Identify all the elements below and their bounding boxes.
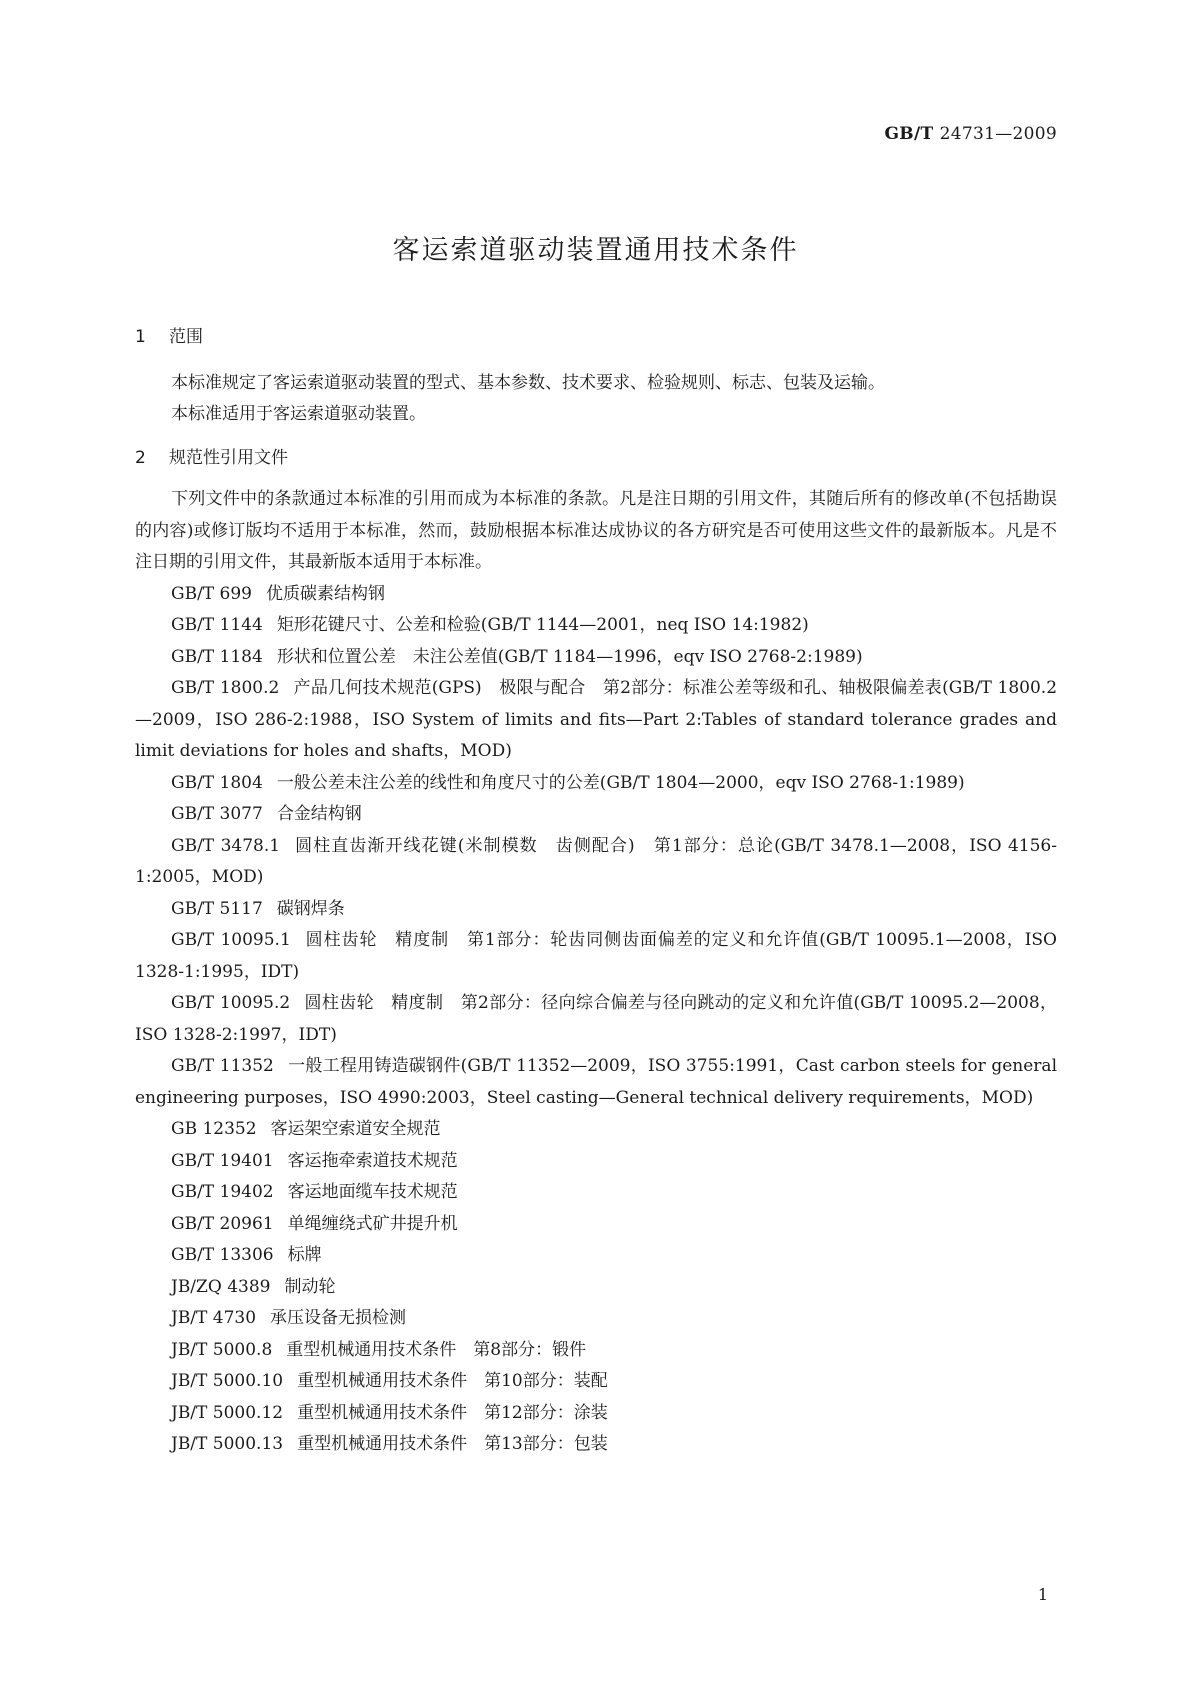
reference-item [135,1272,1057,1304]
section-normative-references [135,443,1057,1461]
reference-title: 矩形花键尺寸、公差和检验(GB/T 1144—2001，neq ISO 14:1982) [276,615,809,635]
paragraph: 本标准适用于客运索道驱动装置。 [171,404,426,424]
reference-title: 客运架空索道安全规范 [270,1119,441,1139]
reference-code: GB/T 20961 [171,1213,274,1234]
page-number: 1 [1037,1585,1048,1604]
reference-title: 优质碳素结构钢 [266,583,385,604]
reference-code: JB/T 4730 [171,1308,257,1328]
reference-title: 重型机械通用技术条件 第10部分：装配 [297,1371,608,1391]
section-title: 规范性引用文件 [169,447,288,468]
reference-item [135,642,1057,674]
reference-item [135,1146,1057,1178]
reference-title: 碳钢焊条 [276,898,345,919]
reference-title: 形状和位置公差 未注公差值(GB/T 1184—1996，eqv ISO 2768-2:1989) [276,646,863,667]
reference-code: GB/T 1804 [171,772,263,793]
reference-code: JB/T 5000.10 [171,1371,284,1391]
reference-title: 圆柱齿轮 精度制 第1部分：轮齿同侧齿面偏差的定义和允许值(GB/T 10095.1—2008，ISO 1328-1:1995，IDT) [135,930,1057,982]
reference-title: 圆柱直齿渐开线花键(米制模数 齿侧配合) 第1部分：总论(GB/T 3478.1—2008，ISO 4156-1:2005，MOD) [135,835,1057,887]
reference-item [135,799,1057,831]
reference-title: 产品几何技术规范(GPS) 极限与配合 第2部分：标准公差等级和孔、轴极限偏差表(GB/T 1800.2—2009，ISO 286-2:1988，ISO System of limits and fits—Part 2:Tables of standard tolerance grades and limit deviations for holes and shafts，MOD) [135,678,1058,761]
reference-title: 单绳缠绕式矿井提升机 [287,1213,458,1234]
reference-code: GB/T 13306 [171,1245,274,1265]
reference-item [135,1240,1057,1272]
reference-item [135,579,1057,611]
reference-code: GB/T 10095.1 [171,930,291,950]
reference-title: 一般公差未注公差的线性和角度尺寸的公差(GB/T 1804—2000，eqv ISO 2768-1:1989) [276,772,965,793]
reference-title: 一般工程用铸造碳钢件(GB/T 11352—2009，ISO 3755:1991，Cast carbon steels for general engineering purposes，ISO 4990:2003，Steel casting—General technical delivery requirements，MOD) [135,1056,1058,1108]
standard-code-prefix: GB/T [884,124,934,144]
reference-item [135,1051,1057,1114]
reference-item [135,831,1057,894]
reference-title: 重型机械通用技术条件 第13部分：包装 [297,1434,608,1454]
reference-title: 标牌 [287,1245,322,1265]
section-number: 2 [135,447,146,468]
reference-item [135,768,1057,800]
reference-code: GB/T 1184 [171,646,263,667]
document-title: 客运索道驱动装置通用技术条件 [392,235,799,266]
reference-item [135,1429,1057,1461]
reference-item [135,988,1057,1051]
reference-title: 圆柱齿轮 精度制 第2部分：径向综合偏差与径向跳动的定义和允许值(GB/T 10095.2—2008，ISO 1328-2:1997，IDT) [135,993,1057,1045]
section-number: 1 [135,327,146,347]
standard-code [884,124,1057,144]
reference-title: 客运拖牵索道技术规范 [287,1150,458,1171]
reference-item [135,610,1057,642]
reference-item [135,925,1057,988]
reference-item [135,1114,1057,1146]
reference-item [135,1177,1057,1209]
reference-code: JB/ZQ 4389 [171,1276,271,1297]
reference-code: GB/T 11352 [171,1056,274,1076]
section-heading [135,443,1057,475]
reference-code: JB/T 5000.8 [171,1339,273,1360]
reference-code: GB/T 19402 [171,1182,274,1202]
reference-title: 合金结构钢 [276,804,362,824]
reference-title: 承压设备无损检测 [270,1308,407,1328]
reference-code: GB/T 699 [171,583,252,604]
reference-list [135,579,1057,1461]
reference-code: GB/T 1800.2 [171,678,280,698]
standard-code-number: 24731—2009 [939,124,1057,144]
reference-title: 制动轮 [284,1276,336,1297]
reference-title: 重型机械通用技术条件 第12部分：涂装 [297,1402,608,1423]
intro-paragraph: 下列文件中的条款通过本标准的引用而成为本标准的条款。凡是注日期的引用文件，其随后所有的修改单(不包括勘误的内容)或修订版均不适用于本标准，然而，鼓励根据本标准达成协议的各方研究是否可使用这些文件的最新版本。凡是不注日期的引用文件，其最新版本适用于本标准。 [135,489,1057,572]
reference-item [135,1398,1057,1430]
reference-title: 客运地面缆车技术规范 [287,1182,458,1202]
reference-code: GB/T 19401 [171,1150,274,1171]
section-heading [135,322,1057,354]
reference-item [135,1335,1057,1367]
document-body [135,322,1057,1461]
reference-item [135,1366,1057,1398]
paragraph: 本标准规定了客运索道驱动装置的型式、基本参数、技术要求、检验规则、标志、包装及运输。 [171,372,885,393]
reference-code: GB/T 1144 [171,615,263,635]
reference-code: GB/T 3077 [171,804,263,824]
reference-code: GB/T 10095.2 [171,993,291,1013]
reference-code: GB/T 3478.1 [171,835,281,856]
reference-code: JB/T 5000.13 [171,1434,284,1454]
reference-code: GB/T 5117 [171,898,263,919]
reference-code: GB 12352 [171,1119,257,1139]
reference-title: 重型机械通用技术条件 第8部分：锻件 [286,1339,587,1360]
section-scope [135,322,1057,431]
reference-item [135,1209,1057,1241]
reference-code: JB/T 5000.12 [171,1402,284,1423]
reference-item [135,1303,1057,1335]
reference-item [135,894,1057,926]
section-title: 范围 [169,327,203,347]
reference-item [135,673,1057,768]
